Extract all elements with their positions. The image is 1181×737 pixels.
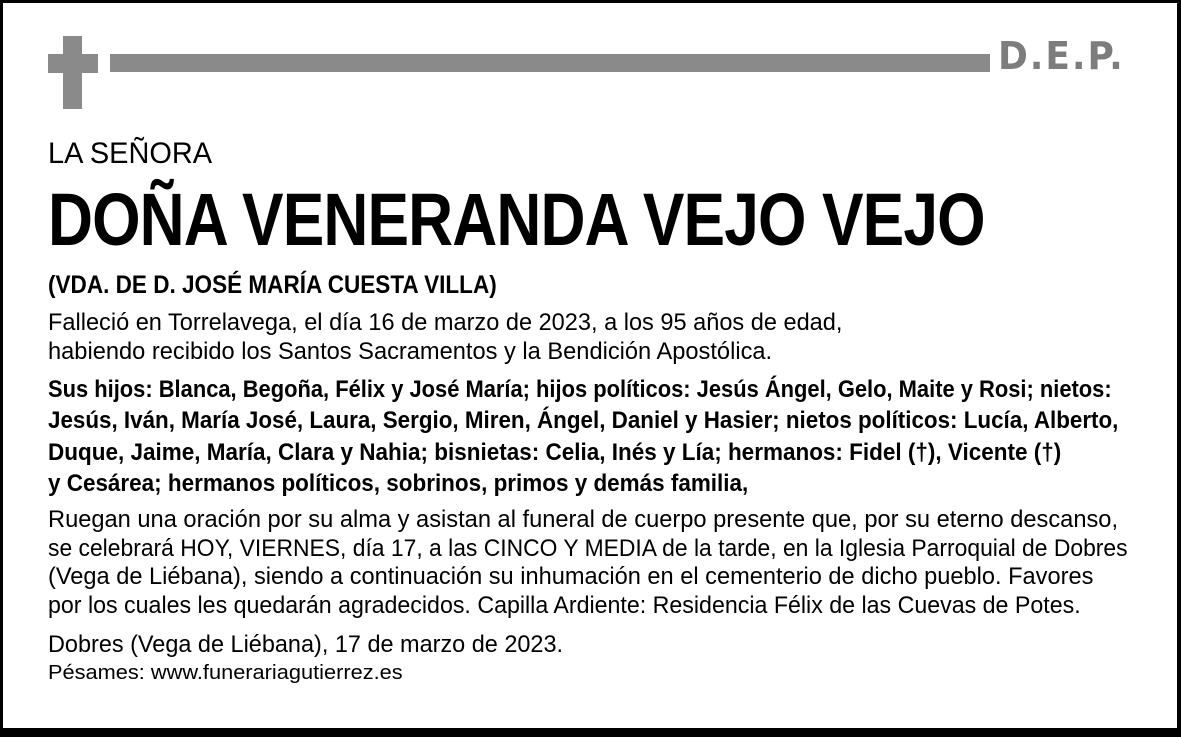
funeral-line: por los cuales les quedarán agradecidos. Capilla Ardiente: Residencia Félix de las Cuevas de Potes. <box>48 592 1081 619</box>
funeral-line: (Vega de Liébana), siendo a continuación su inhumación en el cementerio de dicho pueblo. Favores <box>48 563 1094 590</box>
place-date: Dobres (Vega de Liébana), 17 de marzo de 2023. <box>48 631 564 658</box>
family-line: y Cesárea; hermanos políticos, sobrinos, primos y demás familia, <box>48 470 749 497</box>
dep-label: D.E.P. <box>998 34 1125 78</box>
funeral-line: Ruegan una oración por su alma y asistan al funeral de cuerpo presente que, por su eterno descanso, <box>48 506 1119 533</box>
funeral-line: se celebrará HOY, VIERNES, día 17, a las CINCO Y MEDIA de la tarde, en la Iglesia Parroquial de Dobres <box>48 535 1128 562</box>
family-line: Jesús, Iván, María José, Laura, Sergio, Miren, Ángel, Daniel y Hasier; nietos políticos: Lucía, Alberto, <box>48 407 1119 434</box>
header-rule <box>110 54 990 72</box>
intro-title: LA SEÑORA <box>48 137 213 170</box>
deceased-name: DOÑA VENERANDA VEJO VEJO <box>48 178 985 261</box>
cross-icon-arm <box>48 54 98 73</box>
death-line: Falleció en Torrelavega, el día 16 de marzo de 2023, a los 95 años de edad, <box>48 309 843 336</box>
widow-of: (VDA. DE D. JOSÉ MARÍA CUESTA VILLA) <box>48 271 497 299</box>
death-line: habiendo recibido los Santos Sacramentos y la Bendición Apostólica. <box>48 338 773 365</box>
family-line: Sus hijos: Blanca, Begoña, Félix y José María; hijos políticos: Jesús Ángel, Gelo, Maite y Rosi; nietos: <box>48 376 1112 403</box>
condolences-link[interactable]: Pésames: www.funerariagutierrez.es <box>48 662 403 684</box>
family-line: Duque, Jaime, María, Clara y Nahia; bisnietas: Celia, Inés y Lía; hermanos: Fidel (†), Vicente (†) <box>48 439 1062 466</box>
